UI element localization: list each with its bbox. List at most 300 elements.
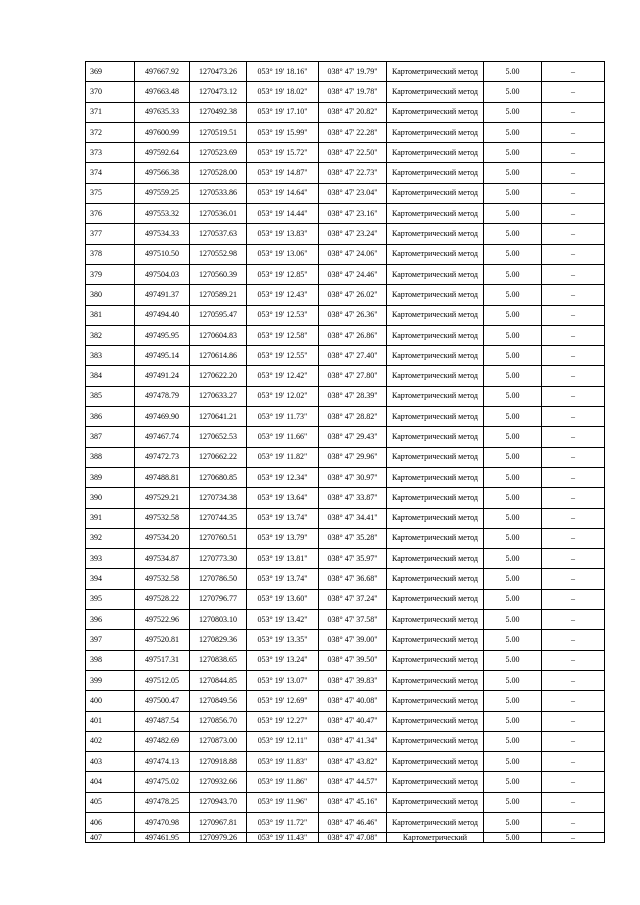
note-cell: – — [542, 630, 605, 650]
note-cell: – — [542, 528, 605, 548]
latitude-cell: 053° 19' 12.43" — [247, 285, 319, 305]
point-number-cell: 384 — [86, 366, 135, 386]
y-coordinate-cell: 1270838.65 — [190, 650, 247, 670]
y-coordinate-cell: 1270595.47 — [190, 305, 247, 325]
point-number-cell: 398 — [86, 650, 135, 670]
latitude-cell: 053° 19' 13.60" — [247, 589, 319, 609]
accuracy-cell: 5.00 — [484, 630, 542, 650]
y-coordinate-cell: 1270492.38 — [190, 102, 247, 122]
table-row — [86, 346, 605, 366]
x-coordinate-cell: 497495.95 — [135, 325, 190, 345]
table-row — [86, 549, 605, 569]
note-cell: – — [542, 589, 605, 609]
point-number-cell: 377 — [86, 224, 135, 244]
y-coordinate-cell: 1270473.12 — [190, 82, 247, 102]
x-coordinate-cell: 497529.21 — [135, 488, 190, 508]
longitude-cell: 038° 47' 29.96" — [319, 447, 387, 467]
method-cell: Картометрический метод — [387, 772, 484, 792]
y-coordinate-cell: 1270523.69 — [190, 143, 247, 163]
x-coordinate-cell: 497522.96 — [135, 610, 190, 630]
accuracy-cell: 5.00 — [484, 244, 542, 264]
latitude-cell: 053° 19' 11.66" — [247, 427, 319, 447]
note-cell: – — [542, 508, 605, 528]
method-cell: Картометрический метод — [387, 224, 484, 244]
x-coordinate-cell: 497528.22 — [135, 589, 190, 609]
table-row — [86, 285, 605, 305]
note-cell: – — [542, 752, 605, 772]
method-cell: Картометрический метод — [387, 691, 484, 711]
note-cell: – — [542, 386, 605, 406]
accuracy-cell: 5.00 — [484, 325, 542, 345]
latitude-cell: 053° 19' 12.55" — [247, 346, 319, 366]
note-cell: – — [542, 244, 605, 264]
point-number-cell: 390 — [86, 488, 135, 508]
longitude-cell: 038° 47' 20.82" — [319, 102, 387, 122]
note-cell: – — [542, 366, 605, 386]
x-coordinate-cell: 497500.47 — [135, 691, 190, 711]
table-row — [86, 610, 605, 630]
x-coordinate-cell: 497510.50 — [135, 244, 190, 264]
note-cell: – — [542, 731, 605, 751]
latitude-cell: 053° 19' 15.99" — [247, 122, 319, 142]
note-cell: – — [542, 407, 605, 427]
y-coordinate-cell: 1270662.22 — [190, 447, 247, 467]
accuracy-cell: 5.00 — [484, 427, 542, 447]
accuracy-cell: 5.00 — [484, 731, 542, 751]
method-cell: Картометрический — [387, 833, 484, 843]
accuracy-cell: 5.00 — [484, 305, 542, 325]
point-number-cell: 391 — [86, 508, 135, 528]
method-cell: Картометрический метод — [387, 427, 484, 447]
table-row — [86, 833, 605, 843]
point-number-cell: 370 — [86, 82, 135, 102]
point-number-cell: 380 — [86, 285, 135, 305]
x-coordinate-cell: 497520.81 — [135, 630, 190, 650]
method-cell: Картометрический метод — [387, 467, 484, 487]
latitude-cell: 053° 19' 12.27" — [247, 711, 319, 731]
point-number-cell: 402 — [86, 731, 135, 751]
x-coordinate-cell: 497553.32 — [135, 204, 190, 224]
note-cell: – — [542, 447, 605, 467]
y-coordinate-cell: 1270680.85 — [190, 467, 247, 487]
method-cell: Картометрический метод — [387, 143, 484, 163]
table-row — [86, 366, 605, 386]
y-coordinate-cell: 1270829.36 — [190, 630, 247, 650]
latitude-cell: 053° 19' 12.34" — [247, 467, 319, 487]
note-cell: – — [542, 610, 605, 630]
y-coordinate-cell: 1270979.26 — [190, 833, 247, 843]
accuracy-cell: 5.00 — [484, 163, 542, 183]
latitude-cell: 053° 19' 12.85" — [247, 264, 319, 284]
latitude-cell: 053° 19' 12.53" — [247, 305, 319, 325]
latitude-cell: 053° 19' 13.42" — [247, 610, 319, 630]
point-number-cell: 406 — [86, 812, 135, 832]
note-cell: – — [542, 711, 605, 731]
accuracy-cell: 5.00 — [484, 122, 542, 142]
method-cell: Картометрический метод — [387, 610, 484, 630]
method-cell: Картометрический метод — [387, 62, 484, 82]
y-coordinate-cell: 1270943.70 — [190, 792, 247, 812]
accuracy-cell: 5.00 — [484, 752, 542, 772]
y-coordinate-cell: 1270519.51 — [190, 122, 247, 142]
x-coordinate-cell: 497475.02 — [135, 772, 190, 792]
latitude-cell: 053° 19' 14.87" — [247, 163, 319, 183]
method-cell: Картометрический метод — [387, 183, 484, 203]
latitude-cell: 053° 19' 12.69" — [247, 691, 319, 711]
accuracy-cell: 5.00 — [484, 366, 542, 386]
longitude-cell: 038° 47' 39.50" — [319, 650, 387, 670]
y-coordinate-cell: 1270918.88 — [190, 752, 247, 772]
accuracy-cell: 5.00 — [484, 812, 542, 832]
point-number-cell: 407 — [86, 833, 135, 843]
y-coordinate-cell: 1270633.27 — [190, 386, 247, 406]
x-coordinate-cell: 497472.73 — [135, 447, 190, 467]
method-cell: Картометрический метод — [387, 812, 484, 832]
table-row — [86, 386, 605, 406]
table-row — [86, 711, 605, 731]
x-coordinate-cell: 497667.92 — [135, 62, 190, 82]
longitude-cell: 038° 47' 28.39" — [319, 386, 387, 406]
latitude-cell: 053° 19' 13.06" — [247, 244, 319, 264]
method-cell: Картометрический метод — [387, 549, 484, 569]
accuracy-cell: 5.00 — [484, 407, 542, 427]
note-cell: – — [542, 62, 605, 82]
y-coordinate-cell: 1270614.86 — [190, 346, 247, 366]
accuracy-cell: 5.00 — [484, 204, 542, 224]
accuracy-cell: 5.00 — [484, 792, 542, 812]
method-cell: Картометрический метод — [387, 630, 484, 650]
latitude-cell: 053° 19' 13.81" — [247, 549, 319, 569]
x-coordinate-cell: 497592.64 — [135, 143, 190, 163]
table-row — [86, 102, 605, 122]
point-number-cell: 400 — [86, 691, 135, 711]
y-coordinate-cell: 1270533.86 — [190, 183, 247, 203]
note-cell: – — [542, 549, 605, 569]
longitude-cell: 038° 47' 27.80" — [319, 366, 387, 386]
x-coordinate-cell: 497504.03 — [135, 264, 190, 284]
y-coordinate-cell: 1270537.63 — [190, 224, 247, 244]
accuracy-cell: 5.00 — [484, 467, 542, 487]
x-coordinate-cell: 497600.99 — [135, 122, 190, 142]
method-cell: Картометрический метод — [387, 792, 484, 812]
longitude-cell: 038° 47' 19.78" — [319, 82, 387, 102]
longitude-cell: 038° 47' 40.08" — [319, 691, 387, 711]
method-cell: Картометрический метод — [387, 102, 484, 122]
latitude-cell: 053° 19' 11.83" — [247, 752, 319, 772]
table-row — [86, 508, 605, 528]
y-coordinate-cell: 1270873.00 — [190, 731, 247, 751]
note-cell: – — [542, 143, 605, 163]
note-cell: – — [542, 285, 605, 305]
longitude-cell: 038° 47' 46.46" — [319, 812, 387, 832]
note-cell: – — [542, 427, 605, 447]
method-cell: Картометрический метод — [387, 122, 484, 142]
y-coordinate-cell: 1270844.85 — [190, 670, 247, 690]
table-row — [86, 589, 605, 609]
x-coordinate-cell: 497467.74 — [135, 427, 190, 447]
accuracy-cell: 5.00 — [484, 224, 542, 244]
latitude-cell: 053° 19' 13.64" — [247, 488, 319, 508]
y-coordinate-cell: 1270622.20 — [190, 366, 247, 386]
method-cell: Картометрический метод — [387, 731, 484, 751]
note-cell: – — [542, 122, 605, 142]
table-row — [86, 691, 605, 711]
method-cell: Картометрический метод — [387, 204, 484, 224]
point-number-cell: 374 — [86, 163, 135, 183]
longitude-cell: 038° 47' 36.68" — [319, 569, 387, 589]
x-coordinate-cell: 497478.25 — [135, 792, 190, 812]
point-number-cell: 371 — [86, 102, 135, 122]
accuracy-cell: 5.00 — [484, 711, 542, 731]
method-cell: Картометрический метод — [387, 447, 484, 467]
y-coordinate-cell: 1270760.51 — [190, 528, 247, 548]
longitude-cell: 038° 47' 33.87" — [319, 488, 387, 508]
table-row — [86, 407, 605, 427]
point-number-cell: 373 — [86, 143, 135, 163]
table-row — [86, 467, 605, 487]
point-number-cell: 396 — [86, 610, 135, 630]
point-number-cell: 403 — [86, 752, 135, 772]
y-coordinate-cell: 1270967.81 — [190, 812, 247, 832]
y-coordinate-cell: 1270604.83 — [190, 325, 247, 345]
point-number-cell: 375 — [86, 183, 135, 203]
latitude-cell: 053° 19' 13.74" — [247, 508, 319, 528]
longitude-cell: 038° 47' 44.57" — [319, 772, 387, 792]
note-cell: – — [542, 102, 605, 122]
longitude-cell: 038° 47' 47.08" — [319, 833, 387, 843]
latitude-cell: 053° 19' 14.64" — [247, 183, 319, 203]
note-cell: – — [542, 204, 605, 224]
method-cell: Картометрический метод — [387, 346, 484, 366]
longitude-cell: 038° 47' 43.82" — [319, 752, 387, 772]
y-coordinate-cell: 1270932.66 — [190, 772, 247, 792]
coordinates-table — [85, 61, 605, 843]
method-cell: Картометрический метод — [387, 244, 484, 264]
method-cell: Картометрический метод — [387, 264, 484, 284]
note-cell: – — [542, 163, 605, 183]
latitude-cell: 053° 19' 11.86" — [247, 772, 319, 792]
accuracy-cell: 5.00 — [484, 183, 542, 203]
longitude-cell: 038° 47' 37.58" — [319, 610, 387, 630]
point-number-cell: 393 — [86, 549, 135, 569]
longitude-cell: 038° 47' 28.82" — [319, 407, 387, 427]
y-coordinate-cell: 1270803.10 — [190, 610, 247, 630]
method-cell: Картометрический метод — [387, 305, 484, 325]
accuracy-cell: 5.00 — [484, 143, 542, 163]
note-cell: – — [542, 772, 605, 792]
note-cell: – — [542, 792, 605, 812]
longitude-cell: 038° 47' 35.97" — [319, 549, 387, 569]
longitude-cell: 038° 47' 24.46" — [319, 264, 387, 284]
table-row — [86, 447, 605, 467]
note-cell: – — [542, 82, 605, 102]
accuracy-cell: 5.00 — [484, 650, 542, 670]
accuracy-cell: 5.00 — [484, 772, 542, 792]
longitude-cell: 038° 47' 23.24" — [319, 224, 387, 244]
accuracy-cell: 5.00 — [484, 264, 542, 284]
table-row — [86, 264, 605, 284]
method-cell: Картометрический метод — [387, 711, 484, 731]
point-number-cell: 372 — [86, 122, 135, 142]
y-coordinate-cell: 1270552.98 — [190, 244, 247, 264]
latitude-cell: 053° 19' 12.02" — [247, 386, 319, 406]
y-coordinate-cell: 1270773.30 — [190, 549, 247, 569]
latitude-cell: 053° 19' 11.73" — [247, 407, 319, 427]
longitude-cell: 038° 47' 37.24" — [319, 589, 387, 609]
longitude-cell: 038° 47' 26.86" — [319, 325, 387, 345]
method-cell: Картометрический метод — [387, 488, 484, 508]
accuracy-cell: 5.00 — [484, 508, 542, 528]
x-coordinate-cell: 497495.14 — [135, 346, 190, 366]
x-coordinate-cell: 497635.33 — [135, 102, 190, 122]
x-coordinate-cell: 497512.05 — [135, 670, 190, 690]
method-cell: Картометрический метод — [387, 508, 484, 528]
y-coordinate-cell: 1270560.39 — [190, 264, 247, 284]
latitude-cell: 053° 19' 17.10" — [247, 102, 319, 122]
x-coordinate-cell: 497487.54 — [135, 711, 190, 731]
method-cell: Картометрический метод — [387, 528, 484, 548]
accuracy-cell: 5.00 — [484, 833, 542, 843]
table-row — [86, 772, 605, 792]
longitude-cell: 038° 47' 22.28" — [319, 122, 387, 142]
note-cell: – — [542, 650, 605, 670]
table-row — [86, 62, 605, 82]
x-coordinate-cell: 497494.40 — [135, 305, 190, 325]
accuracy-cell: 5.00 — [484, 569, 542, 589]
x-coordinate-cell: 497470.98 — [135, 812, 190, 832]
point-number-cell: 394 — [86, 569, 135, 589]
longitude-cell: 038° 47' 41.34" — [319, 731, 387, 751]
method-cell: Картометрический метод — [387, 163, 484, 183]
table-row — [86, 731, 605, 751]
table-row — [86, 488, 605, 508]
point-number-cell: 405 — [86, 792, 135, 812]
note-cell: – — [542, 488, 605, 508]
x-coordinate-cell: 497517.31 — [135, 650, 190, 670]
method-cell: Картометрический метод — [387, 82, 484, 102]
point-number-cell: 401 — [86, 711, 135, 731]
longitude-cell: 038° 47' 19.79" — [319, 62, 387, 82]
point-number-cell: 378 — [86, 244, 135, 264]
method-cell: Картометрический метод — [387, 589, 484, 609]
longitude-cell: 038° 47' 24.06" — [319, 244, 387, 264]
latitude-cell: 053° 19' 12.42" — [247, 366, 319, 386]
longitude-cell: 038° 47' 26.36" — [319, 305, 387, 325]
table-row — [86, 630, 605, 650]
x-coordinate-cell: 497469.90 — [135, 407, 190, 427]
latitude-cell: 053° 19' 11.82" — [247, 447, 319, 467]
table-row — [86, 122, 605, 142]
table-row — [86, 143, 605, 163]
latitude-cell: 053° 19' 11.43" — [247, 833, 319, 843]
x-coordinate-cell: 497559.25 — [135, 183, 190, 203]
x-coordinate-cell: 497534.33 — [135, 224, 190, 244]
table-row — [86, 752, 605, 772]
table-row — [86, 224, 605, 244]
longitude-cell: 038° 47' 39.83" — [319, 670, 387, 690]
longitude-cell: 038° 47' 35.28" — [319, 528, 387, 548]
latitude-cell: 053° 19' 13.24" — [247, 650, 319, 670]
latitude-cell: 053° 19' 11.72" — [247, 812, 319, 832]
y-coordinate-cell: 1270528.00 — [190, 163, 247, 183]
table-row — [86, 812, 605, 832]
point-number-cell: 387 — [86, 427, 135, 447]
accuracy-cell: 5.00 — [484, 346, 542, 366]
latitude-cell: 053° 19' 13.79" — [247, 528, 319, 548]
point-number-cell: 399 — [86, 670, 135, 690]
accuracy-cell: 5.00 — [484, 488, 542, 508]
x-coordinate-cell: 497534.87 — [135, 549, 190, 569]
y-coordinate-cell: 1270589.21 — [190, 285, 247, 305]
y-coordinate-cell: 1270849.56 — [190, 691, 247, 711]
method-cell: Картометрический метод — [387, 285, 484, 305]
x-coordinate-cell: 497532.58 — [135, 508, 190, 528]
accuracy-cell: 5.00 — [484, 691, 542, 711]
latitude-cell: 053° 19' 13.74" — [247, 569, 319, 589]
accuracy-cell: 5.00 — [484, 386, 542, 406]
table-row — [86, 427, 605, 447]
table-row — [86, 528, 605, 548]
point-number-cell: 389 — [86, 467, 135, 487]
longitude-cell: 038° 47' 23.16" — [319, 204, 387, 224]
y-coordinate-cell: 1270786.50 — [190, 569, 247, 589]
y-coordinate-cell: 1270641.21 — [190, 407, 247, 427]
point-number-cell: 392 — [86, 528, 135, 548]
method-cell: Картометрический метод — [387, 407, 484, 427]
x-coordinate-cell: 497474.13 — [135, 752, 190, 772]
latitude-cell: 053° 19' 18.16" — [247, 62, 319, 82]
x-coordinate-cell: 497461.95 — [135, 833, 190, 843]
y-coordinate-cell: 1270796.77 — [190, 589, 247, 609]
accuracy-cell: 5.00 — [484, 610, 542, 630]
method-cell: Картометрический метод — [387, 386, 484, 406]
note-cell: – — [542, 670, 605, 690]
y-coordinate-cell: 1270744.35 — [190, 508, 247, 528]
note-cell: – — [542, 467, 605, 487]
longitude-cell: 038° 47' 26.02" — [319, 285, 387, 305]
point-number-cell: 383 — [86, 346, 135, 366]
table-body — [86, 62, 605, 843]
method-cell: Картометрический метод — [387, 325, 484, 345]
x-coordinate-cell: 497491.37 — [135, 285, 190, 305]
point-number-cell: 397 — [86, 630, 135, 650]
x-coordinate-cell: 497534.20 — [135, 528, 190, 548]
y-coordinate-cell: 1270652.53 — [190, 427, 247, 447]
method-cell: Картометрический метод — [387, 569, 484, 589]
accuracy-cell: 5.00 — [484, 62, 542, 82]
latitude-cell: 053° 19' 18.02" — [247, 82, 319, 102]
point-number-cell: 388 — [86, 447, 135, 467]
note-cell: – — [542, 183, 605, 203]
accuracy-cell: 5.00 — [484, 447, 542, 467]
table-row — [86, 244, 605, 264]
latitude-cell: 053° 19' 13.83" — [247, 224, 319, 244]
table-row — [86, 670, 605, 690]
x-coordinate-cell: 497491.24 — [135, 366, 190, 386]
longitude-cell: 038° 47' 45.16" — [319, 792, 387, 812]
longitude-cell: 038° 47' 23.04" — [319, 183, 387, 203]
point-number-cell: 379 — [86, 264, 135, 284]
latitude-cell: 053° 19' 13.35" — [247, 630, 319, 650]
table-row — [86, 650, 605, 670]
latitude-cell: 053° 19' 12.58" — [247, 325, 319, 345]
table-row — [86, 792, 605, 812]
longitude-cell: 038° 47' 34.41" — [319, 508, 387, 528]
x-coordinate-cell: 497566.38 — [135, 163, 190, 183]
latitude-cell: 053° 19' 11.96" — [247, 792, 319, 812]
point-number-cell: 395 — [86, 589, 135, 609]
longitude-cell: 038° 47' 29.43" — [319, 427, 387, 447]
